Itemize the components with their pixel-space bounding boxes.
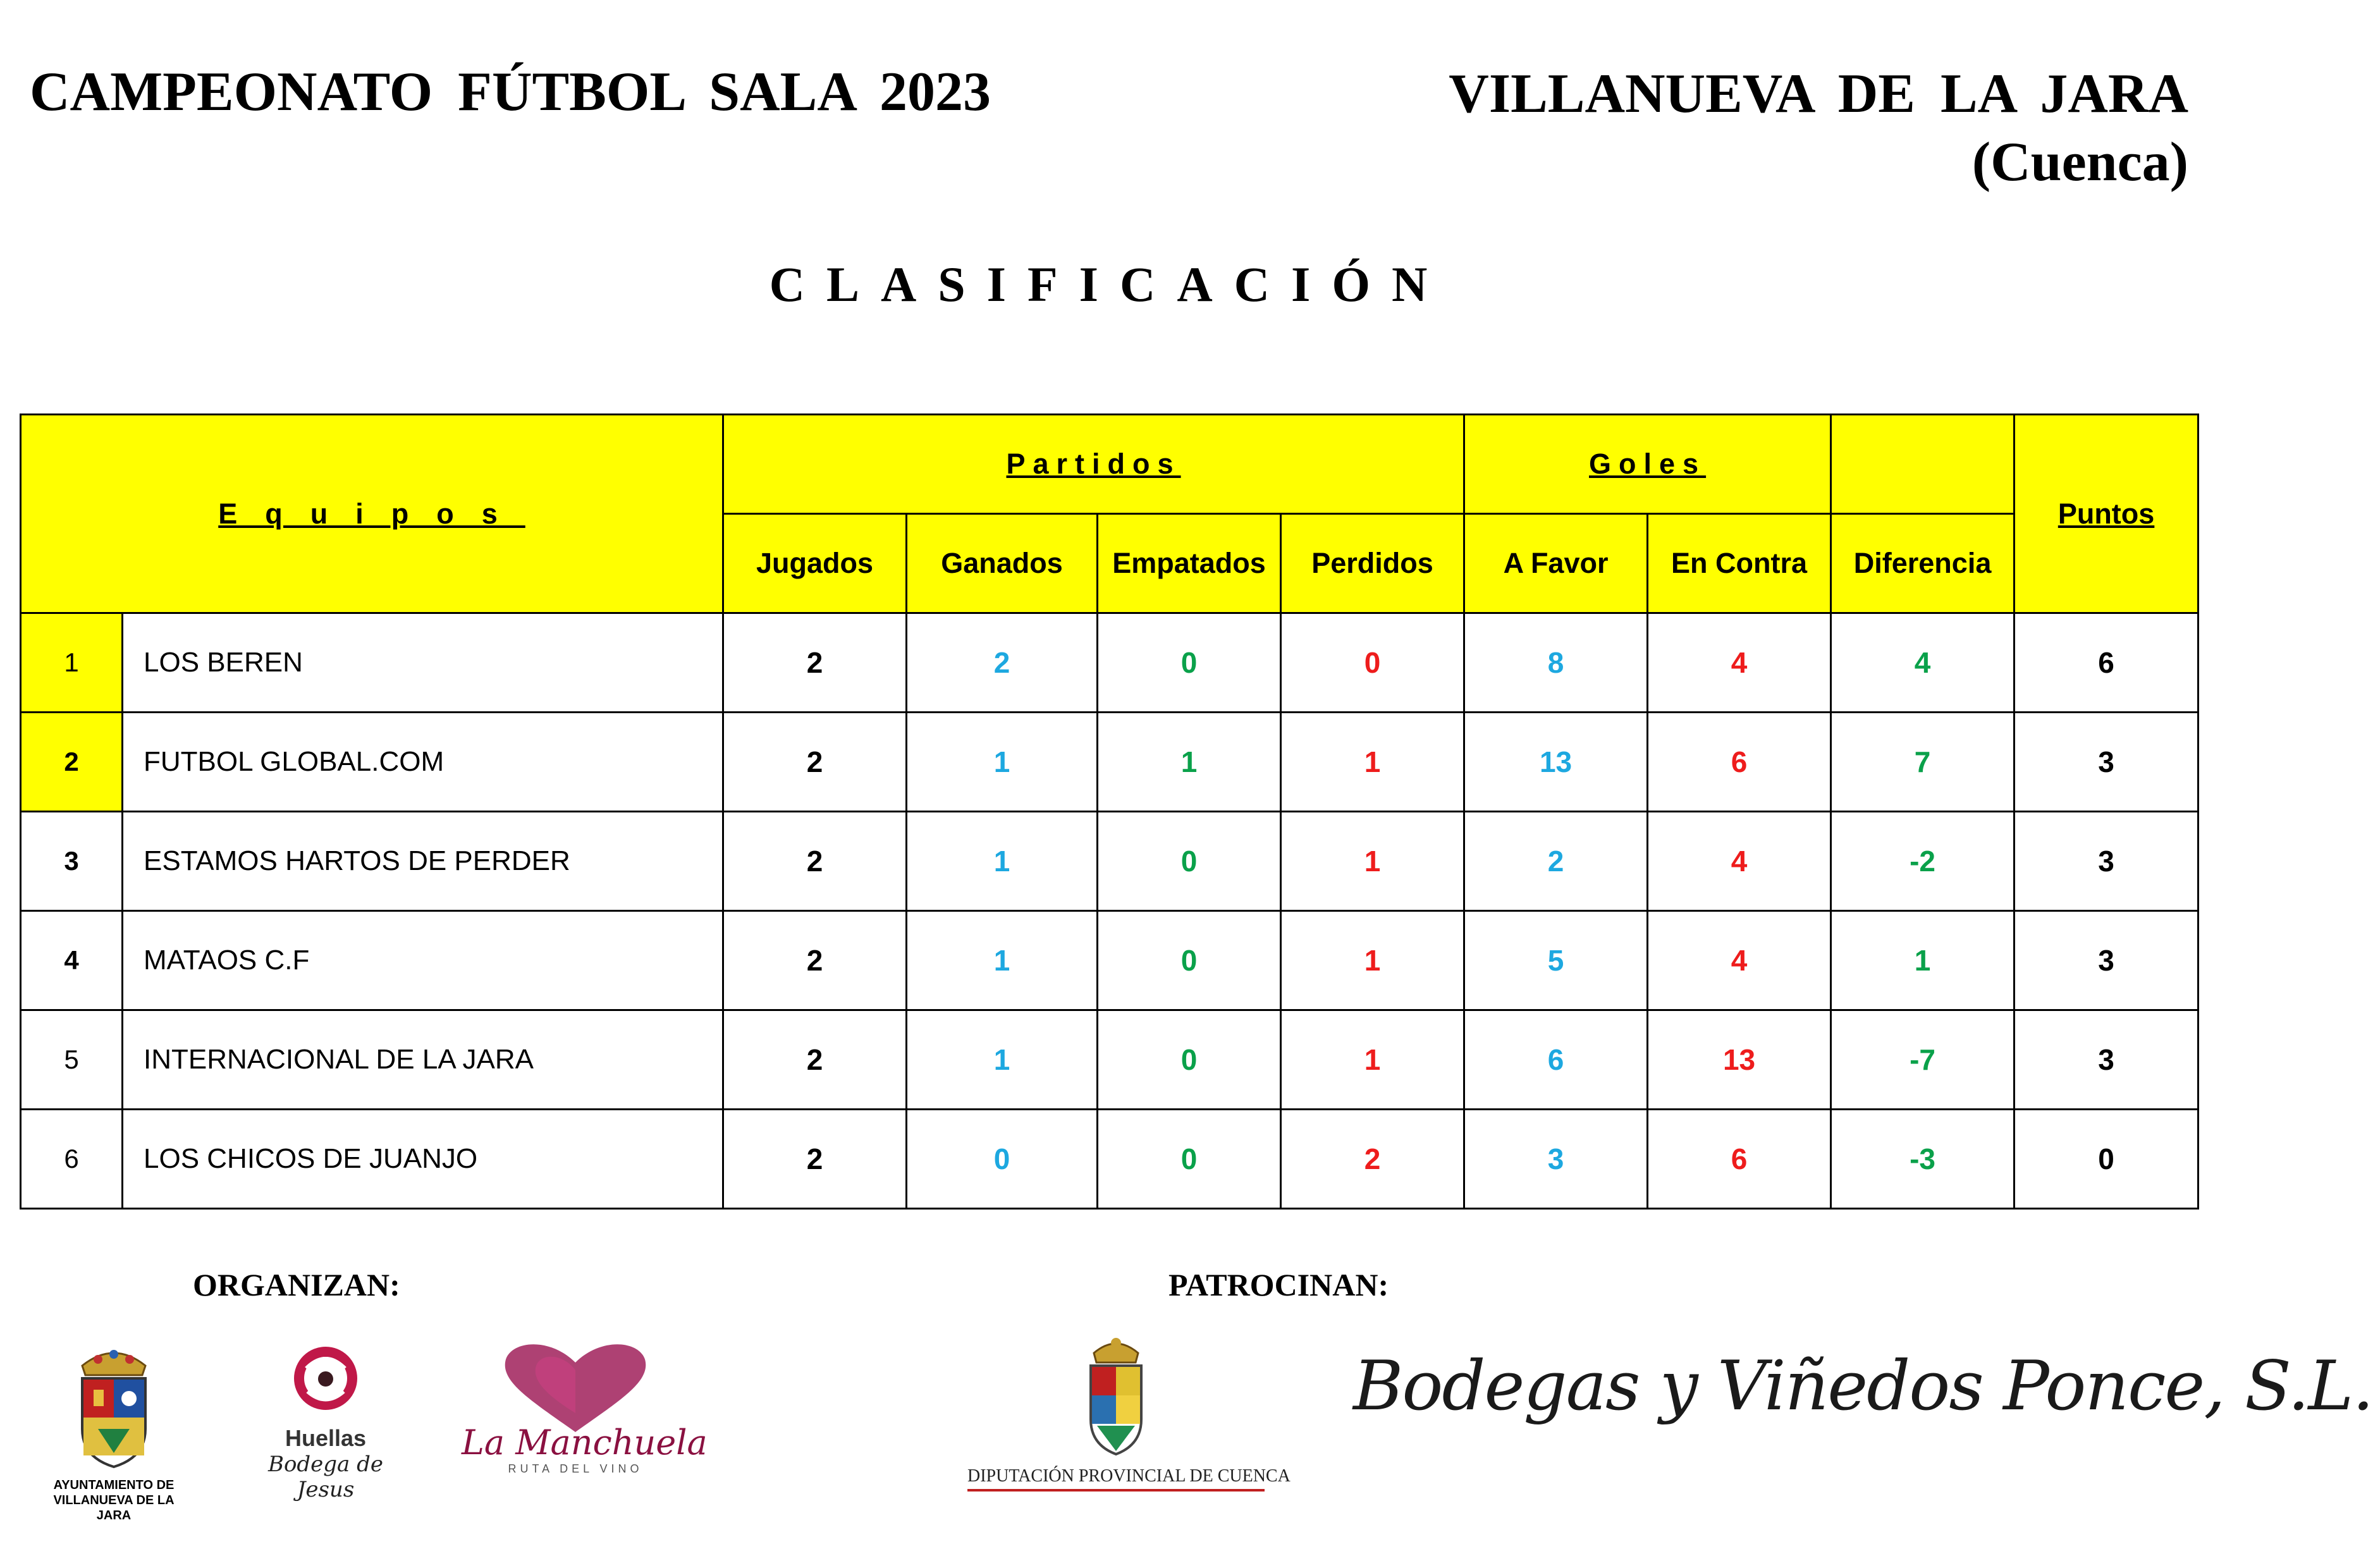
puntos-cell: 0 <box>2014 1110 2198 1209</box>
perdidos-cell: 1 <box>1281 911 1464 1010</box>
puntos-cell: 6 <box>2014 613 2198 713</box>
manchuela-subtitle: RUTA DEL VINO <box>508 1462 643 1475</box>
bodegas-wordmark: Bodegas y Viñedos Ponce, S.L. <box>1353 1347 2373 1426</box>
puntos-cell: 3 <box>2014 1010 2198 1110</box>
empatados-cell: 0 <box>1098 911 1281 1010</box>
header-row-groups <box>21 415 2198 514</box>
puntos-cell: 3 <box>2014 911 2198 1010</box>
goles-contra-cell: 13 <box>1648 1010 1831 1110</box>
table-row <box>21 713 2198 812</box>
huellas-logo <box>237 1344 414 1502</box>
huellas-signature: Bodega de Jesus <box>267 1452 384 1502</box>
standings-table <box>20 413 2199 1210</box>
team-name-cell: FUTBOL GLOBAL.COM <box>123 713 723 812</box>
diferencia-cell: 1 <box>1831 911 2014 1010</box>
perdidos-cell: 0 <box>1281 613 1464 713</box>
goles-favor-cell: 3 <box>1464 1110 1648 1209</box>
equipos-header: Equipos <box>21 415 723 613</box>
col-a-favor: A Favor <box>1464 514 1648 613</box>
team-name-cell: INTERNACIONAL DE LA JARA <box>123 1010 723 1110</box>
col-perdidos: Perdidos <box>1281 514 1464 613</box>
empatados-cell: 0 <box>1098 812 1281 911</box>
rank-cell: 4 <box>21 911 123 1010</box>
ganados-cell: 2 <box>907 613 1098 713</box>
goles-contra-cell: 4 <box>1648 812 1831 911</box>
jugados-cell: 2 <box>723 812 907 911</box>
diferencia-cell: -3 <box>1831 1110 2014 1209</box>
diferencia-group-spacer <box>1831 415 2014 514</box>
diferencia-cell: -7 <box>1831 1010 2014 1110</box>
perdidos-cell: 1 <box>1281 812 1464 911</box>
diputacion-logo <box>967 1334 1291 1492</box>
manchuela-logo <box>462 1337 708 1492</box>
empatados-cell: 1 <box>1098 713 1281 812</box>
goles-contra-cell: 6 <box>1648 713 1831 812</box>
diferencia-cell: 7 <box>1831 713 2014 812</box>
table-row <box>21 911 2198 1010</box>
goles-favor-cell: 5 <box>1464 911 1648 1010</box>
provincial-shield-icon <box>967 1334 1265 1461</box>
col-diferencia: Diferencia <box>1831 514 2014 613</box>
goles-favor-cell: 13 <box>1464 713 1648 812</box>
perdidos-cell: 1 <box>1281 713 1464 812</box>
col-jugados: Jugados <box>723 514 907 613</box>
ganados-cell: 1 <box>907 713 1098 812</box>
ganados-cell: 1 <box>907 911 1098 1010</box>
ayuntamiento-caption-line2: VILLANUEVA DE LA JARA <box>53 1493 175 1522</box>
team-name-cell: MATAOS C.F <box>123 911 723 1010</box>
huellas-label: Huellas <box>285 1425 367 1451</box>
rank-cell: 2 <box>21 713 123 812</box>
table-row <box>21 613 2198 713</box>
goles-favor-cell: 8 <box>1464 613 1648 713</box>
jugados-cell: 2 <box>723 911 907 1010</box>
col-en-contra: En Contra <box>1648 514 1831 613</box>
perdidos-cell: 2 <box>1281 1110 1464 1209</box>
goles-contra-cell: 4 <box>1648 613 1831 713</box>
team-name-cell: LOS CHICOS DE JUANJO <box>123 1110 723 1209</box>
table-row <box>21 1010 2198 1110</box>
col-empatados: Empatados <box>1098 514 1281 613</box>
team-name-cell: LOS BEREN <box>123 613 723 713</box>
diputacion-caption: DIPUTACIÓN PROVINCIAL DE CUENCA <box>967 1466 1265 1491</box>
jugados-cell: 2 <box>723 1110 907 1209</box>
goles-group-header: Goles <box>1464 415 1831 514</box>
ganados-cell: 0 <box>907 1110 1098 1209</box>
perdidos-cell: 1 <box>1281 1010 1464 1110</box>
empatados-cell: 0 <box>1098 1010 1281 1110</box>
col-ganados: Ganados <box>907 514 1098 613</box>
rank-cell: 3 <box>21 812 123 911</box>
table-row <box>21 812 2198 911</box>
goles-contra-cell: 4 <box>1648 911 1831 1010</box>
ganados-cell: 1 <box>907 1010 1098 1110</box>
jugados-cell: 2 <box>723 613 907 713</box>
jugados-cell: 2 <box>723 713 907 812</box>
partidos-group-header: Partidos <box>723 415 1464 514</box>
sponsors-label: PATROCINAN: <box>1168 1267 1389 1302</box>
location-province: (Cuenca) <box>1971 132 2188 193</box>
goles-favor-cell: 6 <box>1464 1010 1648 1110</box>
location-title <box>1449 60 2188 197</box>
ayuntamiento-logo <box>38 1340 190 1522</box>
puntos-header: Puntos <box>2014 415 2198 613</box>
rank-cell: 6 <box>21 1110 123 1209</box>
team-name-cell: ESTAMOS HARTOS DE PERDER <box>123 812 723 911</box>
championship-title: CAMPEONATO FÚTBOL SALA 2023 <box>30 61 991 123</box>
location-town: VILLANUEVA DE LA JARA <box>1449 63 2188 125</box>
fingerprint-icon <box>237 1344 414 1426</box>
goles-favor-cell: 2 <box>1464 812 1648 911</box>
empatados-cell: 0 <box>1098 613 1281 713</box>
page-heading: CLASIFICACIÓN <box>769 257 1449 312</box>
diferencia-cell: -2 <box>1831 812 2014 911</box>
organizers-label: ORGANIZAN: <box>193 1267 400 1302</box>
table-row <box>21 1110 2198 1209</box>
rank-cell: 5 <box>21 1010 123 1110</box>
manchuela-label: La Manchuela <box>462 1423 708 1462</box>
coat-of-arms-icon <box>38 1340 190 1492</box>
ayuntamiento-caption-line1: AYUNTAMIENTO DE <box>53 1478 175 1492</box>
diferencia-cell: 4 <box>1831 613 2014 713</box>
puntos-cell: 3 <box>2014 713 2198 812</box>
puntos-cell: 3 <box>2014 812 2198 911</box>
ganados-cell: 1 <box>907 812 1098 911</box>
rank-cell: 1 <box>21 613 123 713</box>
bodegas-logo <box>1353 1347 2373 1442</box>
jugados-cell: 2 <box>723 1010 907 1110</box>
empatados-cell: 0 <box>1098 1110 1281 1209</box>
goles-contra-cell: 6 <box>1648 1110 1831 1209</box>
